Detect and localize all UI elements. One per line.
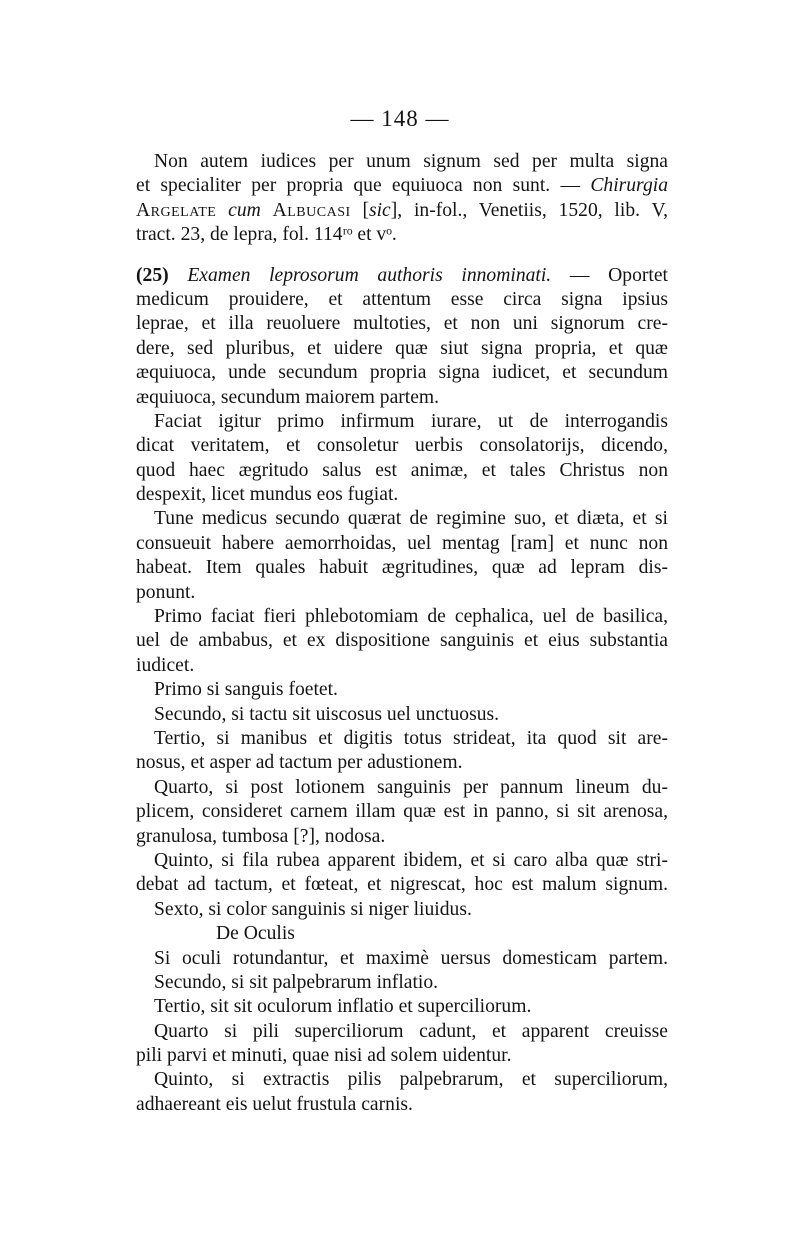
- text-line: Faciat igitur primo infirmum iurare, ut de interrogandis: [154, 410, 668, 432]
- italic-title: Chirurgia: [590, 175, 668, 197]
- text-fragment: [: [350, 199, 369, 221]
- text-line: leprae, et illa reuoluere multoties, et non uni signorum cre-: [136, 313, 668, 335]
- sign-line: Quarto, si post lotionem sanguinis per pannum lineum du-: [154, 776, 668, 798]
- text-line: ponunt.: [136, 581, 196, 603]
- sign-line: adhaereant eis uelut frustula carnis.: [136, 1093, 413, 1115]
- author-name: Albucasi: [272, 199, 351, 221]
- sign-line: nosus, et asper ad tactum per adustionem.: [136, 752, 463, 774]
- sign-line: pili parvi et minuti, quae nisi ad solem uidentur.: [136, 1045, 512, 1067]
- page-body: [136, 150, 668, 1117]
- sign-line: granulosa, tumbosa [?], nodosa.: [136, 825, 386, 847]
- sign-line: Secundo, si sit palpebrarum inflatio.: [154, 971, 439, 993]
- sign-line: plicem, consideret carnem illam quæ est in panno, si sit arenosa,: [136, 801, 668, 823]
- sign-line: Primo si sanguis foetet.: [154, 679, 338, 701]
- italic-word: sic: [368, 199, 391, 221]
- text-line: despexit, licet mundus eos fugiat.: [136, 484, 399, 506]
- text-line: tract. 23, de lepra, fol. 114ʳᵒ et vᵒ.: [136, 224, 397, 246]
- note-number: (25): [136, 264, 169, 286]
- text-fragment: ], in-fol., Venetiis, 1520, lib. V,: [390, 199, 668, 221]
- sign-line: Quarto si pili superciliorum cadunt, et apparent creuisse: [154, 1020, 668, 1042]
- sign-line: debat ad tactum, et fœteat, et nigrescat, hoc est malum signum.: [136, 874, 668, 896]
- text-line: quod haec ægritudo salus est animæ, et tales Christus non: [136, 459, 668, 481]
- text-line: iudicet.: [136, 654, 195, 676]
- text-line: æquiuoca, secundum maiorem partem.: [136, 386, 440, 408]
- text-line: Tune medicus secundo quærat de regimine suo, et diæta, et si: [154, 508, 668, 530]
- text-line: [136, 199, 668, 223]
- text-fragment: et specialiter per propria que equiuoca non sunt. —: [136, 175, 591, 197]
- text-line: [136, 174, 668, 198]
- text-line: dere, sed pluribus, et uidere quæ siut signa propria, et quæ: [136, 337, 668, 359]
- text-line: dicat veritatem, et consoletur uerbis consolatorijs, dicendo,: [136, 435, 668, 457]
- author-name: Argelate: [136, 199, 217, 221]
- sign-line: Tertio, sit sit oculorum inflatio et superciliorum.: [154, 996, 532, 1018]
- text-line: medicum prouidere, et attentum esse circa signa ipsius: [136, 288, 668, 310]
- text-line: consueuit habere aemorrhoidas, uel mentag [ram] et nunc non: [136, 532, 668, 554]
- sign-line: Sexto, si color sanguinis si niger liuidus.: [154, 898, 472, 920]
- text-line: uel de ambabus, et ex dispositione sanguinis et eius substantia: [136, 630, 668, 652]
- sign-line: Si oculi rotundantur, et maximè uersus domesticam partem.: [154, 947, 668, 969]
- sign-line: Quinto, si extractis pilis palpebrarum, et superciliorum,: [154, 1069, 668, 1091]
- text-fragment: — Oportet: [551, 264, 668, 286]
- text-line: Non autem iudices per unum signum sed per multa signa: [154, 151, 668, 172]
- sign-line: Secundo, si tactu sit uiscosus uel unctuosus.: [154, 703, 500, 725]
- text-line: æquiuoca, unde secundum propria signa iudicet, et secundum: [136, 362, 668, 384]
- italic-word: cum: [216, 199, 273, 221]
- italic-title: Examen leprosorum authoris innominati.: [168, 264, 552, 286]
- page-number: — 148 —: [350, 106, 450, 131]
- section-heading: De Oculis: [216, 923, 295, 945]
- sign-line: Tertio, si manibus et digitis totus strideat, ita quod sit are-: [154, 727, 668, 749]
- sign-line: Quinto, si fila rubea apparent ibidem, et si caro alba quæ stri-: [154, 849, 668, 871]
- text-line: [136, 264, 668, 288]
- paragraph-gap: [136, 248, 668, 264]
- text-line: habeat. Item quales habuit ægritudines, quæ ad lepram dis-: [136, 557, 668, 579]
- text-line: Primo faciat fieri phlebotomiam de cephalica, uel de basilica,: [154, 606, 668, 628]
